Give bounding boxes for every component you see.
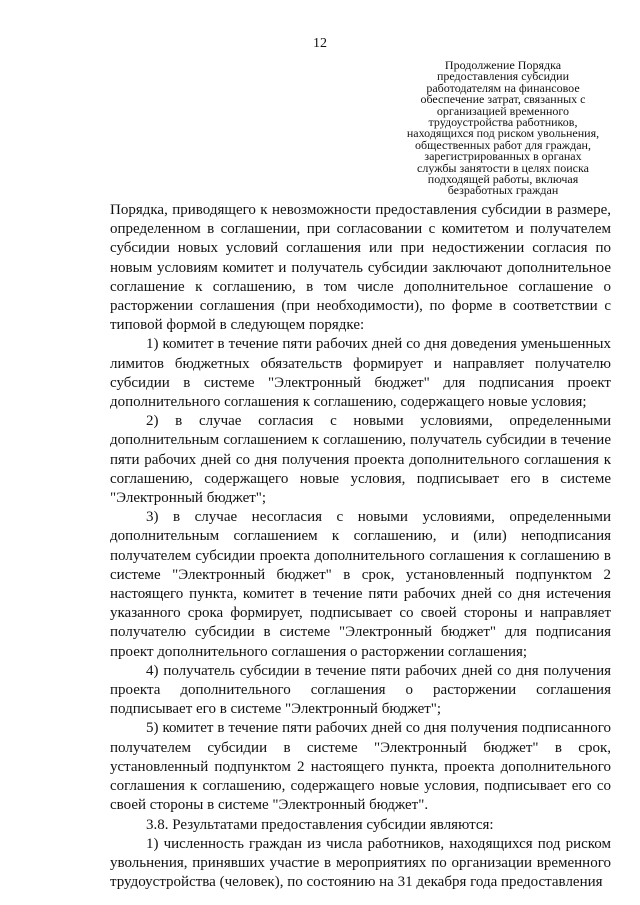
header-line: Продолжение Порядка <box>444 58 562 72</box>
document-body <box>110 201 611 892</box>
header-line: предоставления субсидии <box>436 69 570 84</box>
header-line: работодателям на финансовое <box>426 80 580 95</box>
list-item: 1) комитет в течение пяти рабочих дней со дня доведения уменьшенных лимитов бюджетных обязательств формирует и направляет получателю субсидии в системе "Электронный бюджет" для подписания проект дополнительного соглашения к соглашению, содержащего новые условия; <box>110 336 611 411</box>
header-line: службы занятости в целях поиска <box>417 160 589 175</box>
header-line: организацией временного <box>436 103 570 118</box>
header-line: обеспечение затрат, связанных с <box>420 92 586 107</box>
header-line: зарегистрированных в органах <box>424 149 582 164</box>
header-line: подходящей работы, включая <box>427 172 579 187</box>
list-item: 2) в случае согласия с новыми условиями, определенными дополнительным соглашением к соглашению, получатель субсидии в течение пяти рабочих дней со дня получения проекта дополнительного соглашения к соглашению, содержащего новые условия, подписывает его в системе "Электронный бюджет"; <box>110 413 611 507</box>
list-item: 1) численность граждан из числа работников, находящихся под риском увольнения, принявших участие в мероприятиях по организации временного трудоустройства (человек), по состоянию на 31 декабря года предоставления <box>110 835 611 891</box>
paragraph-continuation: Порядка, приводящего к невозможности предоставления субсидии в размере, определенном в соглашении, при согласовании с комитетом и получателем субсидии новых условий соглашения или при недостижении согласия по новым условиям комитет и получатель субсидии заключают дополнительное соглашение к соглашению, в том числе дополнительное соглашение о расторжении соглашения (при необходимости), по форме в соответствии с типовой формой в следующем порядке: <box>110 202 611 334</box>
list-item: 4) получатель субсидии в течение пяти рабочих дней со дня получения проекта дополнительного соглашения о расторжении соглашения подписывает его в системе "Электронный бюджет"; <box>110 662 611 718</box>
page-number: 12 <box>313 36 327 51</box>
header-line: трудоустройства работников, <box>428 115 578 130</box>
list-item: 5) комитет в течение пяти рабочих дней со дня получения подписанного получателем субсидии в системе "Электронный бюджет" в срок, установленный подпунктом 2 настоящего пункта, проекта дополнительного соглашения к соглашению, содержащего новые условия, подписывает его со своей стороны в системе "Электронный бюджет". <box>110 720 611 814</box>
section-heading: 3.8. Результатами предоставления субсидии являются: <box>146 816 494 833</box>
header-line: находящихся под риском увольнения, <box>406 126 600 141</box>
list-item: 3) в случае несогласия с новыми условиями, определенными дополнительным соглашением к соглашению, и (или) неподписания получателем субсидии проекта дополнительного соглашения к соглашению в системе "Электронный бюджет" в срок, установленный подпунктом 2 настоящего пункта, комитет в течение пяти рабочих дней со дня истечения указанного срока формирует, подписывает со своей стороны и направляет получателю субсидии в системе "Электронный бюджет" для подписания проект дополнительного соглашения о расторжении соглашения; <box>110 509 611 660</box>
header-line: безработных граждан <box>447 183 559 198</box>
document-header-note <box>398 60 608 197</box>
header-line: общественных работ для граждан, <box>415 137 591 152</box>
